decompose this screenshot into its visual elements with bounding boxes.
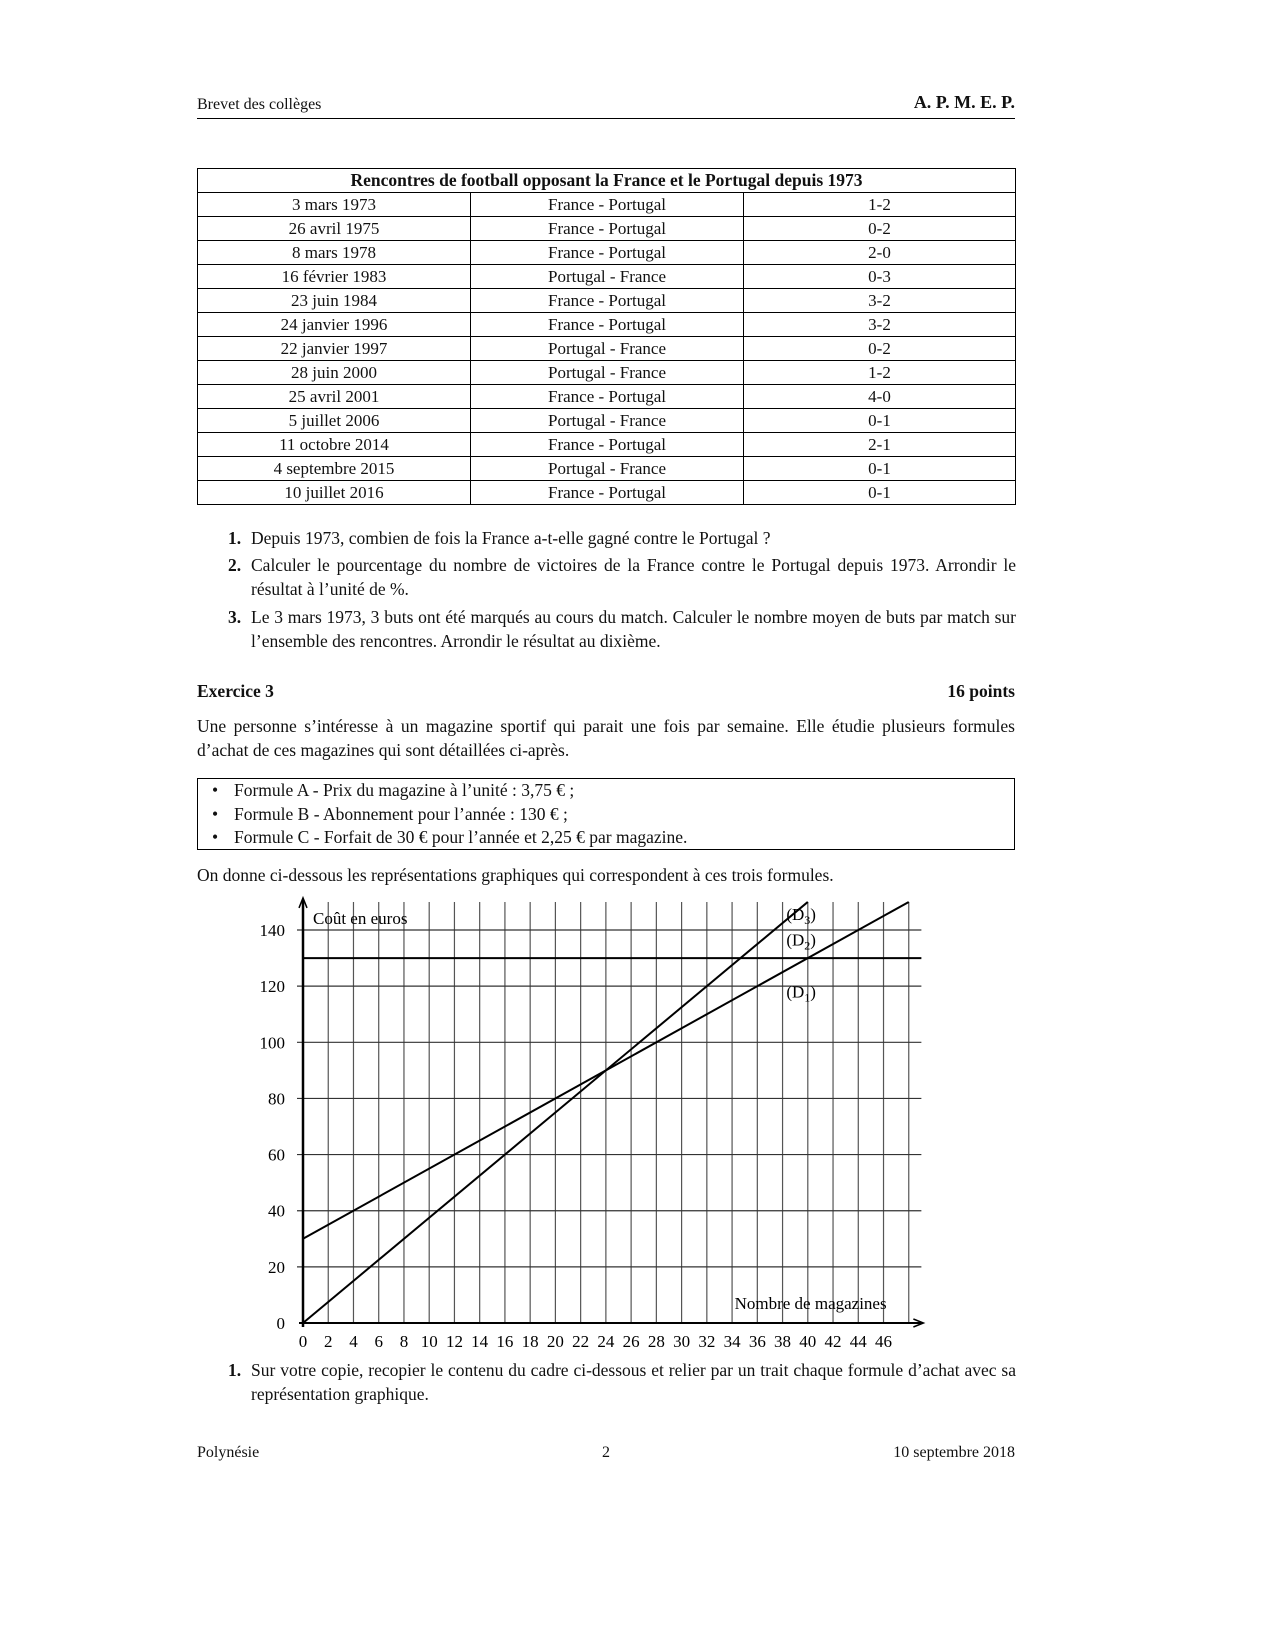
- question: 1. Depuis 1973, combien de fois la France a-t-elle gagné contre le Portugal ?: [228, 528, 771, 548]
- x-tick-label: 22: [572, 1332, 590, 1351]
- question: 3. Le 3 mars 1973, 3 buts ont été marqués au cours du match. Calculer le nombre moyen de buts par match sur l’ensemble des rencontres. Arrondir le résultat au dixième.: [228, 607, 1016, 651]
- exercise-title: Exercice 3: [197, 681, 274, 701]
- formula-item: • Formule B - Abonnement pour l’année : 130 € ;: [212, 803, 568, 824]
- match-score: 3-2: [744, 313, 1016, 337]
- x-tick-label: 32: [698, 1332, 716, 1351]
- x-axis-label: Nombre de magazines: [734, 1294, 887, 1313]
- header-left: Brevet des collèges: [197, 96, 322, 113]
- match-date: 22 janvier 1997: [198, 337, 471, 361]
- question: 2. Calculer le pourcentage du nombre de victoires de la France contre le Portugal depuis 1973. Arrondir le résultat à l’unité de %.: [228, 555, 1016, 599]
- graph-intro: On donne ci-dessous les représentations graphiques qui correspondent à ces trois formules.: [197, 865, 834, 885]
- match-teams: Portugal - France: [471, 265, 744, 289]
- x-tick-label: 30: [673, 1332, 691, 1351]
- match-date: 26 avril 1975: [198, 217, 471, 241]
- match-date: 16 février 1983: [198, 265, 471, 289]
- footer-left: Polynésie: [197, 1444, 260, 1461]
- match-score: 3-2: [744, 289, 1016, 313]
- formula-item: • Formule C - Forfait de 30 € pour l’année et 2,25 € par magazine.: [212, 827, 688, 847]
- match-teams: France - Portugal: [471, 289, 744, 313]
- x-tick-label: 4: [349, 1332, 358, 1351]
- match-score: 0-1: [744, 457, 1016, 481]
- series-label: $(D_3)$: [786, 905, 816, 928]
- match-score: 0-1: [744, 481, 1016, 505]
- match-teams: Portugal - France: [471, 457, 744, 481]
- x-tick-label: 40: [799, 1332, 817, 1351]
- match-score: 0-2: [744, 337, 1016, 361]
- match-score: 2-0: [744, 241, 1016, 265]
- x-tick-label: 16: [496, 1332, 514, 1351]
- formula-item: • Formule A - Prix du magazine à l’unité : 3,75 € ;: [212, 780, 575, 800]
- x-tick-label: 34: [723, 1332, 741, 1351]
- x-tick-label: 20: [546, 1332, 564, 1351]
- x-tick-label: 8: [399, 1332, 409, 1351]
- match-teams: France - Portugal: [471, 217, 744, 241]
- match-date: 11 octobre 2014: [198, 433, 471, 457]
- x-tick-label: 46: [875, 1332, 893, 1351]
- x-tick-label: 10: [420, 1332, 438, 1351]
- exercise-points: 16 points: [947, 681, 1015, 701]
- question: 1. Sur votre copie, recopier le contenu du cadre ci-dessous et relier par un trait chaque formule d’achat avec sa représentation graphique.: [228, 1360, 1016, 1404]
- match-teams: France - Portugal: [471, 193, 744, 217]
- y-tick-label: 140: [259, 921, 285, 941]
- match-date: 10 juillet 2016: [198, 481, 471, 505]
- match-score: 1-2: [744, 361, 1016, 385]
- x-tick-label: 14: [471, 1332, 489, 1351]
- y-tick-label: 120: [259, 977, 285, 997]
- y-tick-label: 0: [276, 1314, 285, 1333]
- match-teams: France - Portugal: [471, 385, 744, 409]
- table-title: Rencontres de football opposant la France et le Portugal depuis 1973: [198, 169, 1016, 193]
- match-teams: France - Portugal: [471, 313, 744, 337]
- x-tick-label: 42: [824, 1332, 842, 1351]
- y-axis-label: Coût en euros: [313, 909, 408, 929]
- match-teams: Portugal - France: [471, 409, 744, 433]
- match-date: 23 juin 1984: [198, 289, 471, 313]
- x-tick-label: 12: [445, 1332, 463, 1351]
- series-label: $(D_1)$: [786, 982, 816, 1005]
- match-score: 4-0: [744, 385, 1016, 409]
- y-tick-label: 60: [268, 1145, 285, 1165]
- x-tick-label: 36: [748, 1332, 766, 1351]
- match-score: 0-1: [744, 409, 1016, 433]
- x-tick-label: 38: [774, 1332, 792, 1351]
- match-date: 8 mars 1978: [198, 241, 471, 265]
- x-tick-label: 18: [521, 1332, 539, 1351]
- match-teams: France - Portugal: [471, 481, 744, 505]
- match-teams: Portugal - France: [471, 337, 744, 361]
- page-footer: [197, 1444, 1015, 1462]
- series-label: $(D_2)$: [786, 930, 816, 953]
- x-tick-label: 24: [597, 1332, 615, 1351]
- match-date: 5 juillet 2006: [198, 409, 471, 433]
- match-date: 4 septembre 2015: [198, 457, 471, 481]
- x-tick-label: 6: [374, 1332, 383, 1351]
- x-tick-label: 44: [849, 1332, 867, 1351]
- exercise-intro: Une personne s’intéresse à un magazine sportif qui parait une fois par semaine. Elle étudie plusieurs formules d’achat de ces magazines qui sont détaillées ci-après.: [197, 716, 1015, 760]
- match-date: 24 janvier 1996: [198, 313, 471, 337]
- match-score: 0-2: [744, 217, 1016, 241]
- match-date: 3 mars 1973: [198, 193, 471, 217]
- y-tick-label: 40: [268, 1201, 285, 1221]
- page-number: 2: [602, 1444, 610, 1461]
- match-score: 2-1: [744, 433, 1016, 457]
- y-tick-label: 20: [268, 1257, 285, 1277]
- match-teams: France - Portugal: [471, 241, 744, 265]
- header-right: A. P. M. E. P.: [913, 92, 1015, 112]
- match-teams: France - Portugal: [471, 433, 744, 457]
- y-tick-label: 80: [268, 1089, 285, 1109]
- x-tick-label: 28: [647, 1332, 665, 1351]
- match-score: 1-2: [744, 193, 1016, 217]
- y-tick-label: 100: [259, 1033, 285, 1053]
- x-tick-label: 26: [622, 1332, 640, 1351]
- match-teams: Portugal - France: [471, 361, 744, 385]
- match-score: 0-3: [744, 265, 1016, 289]
- x-tick-label: 2: [323, 1332, 333, 1351]
- x-tick-label: 0: [298, 1332, 308, 1351]
- match-date: 28 juin 2000: [198, 361, 471, 385]
- footer-right: 10 septembre 2018: [893, 1444, 1015, 1461]
- match-date: 25 avril 2001: [198, 385, 471, 409]
